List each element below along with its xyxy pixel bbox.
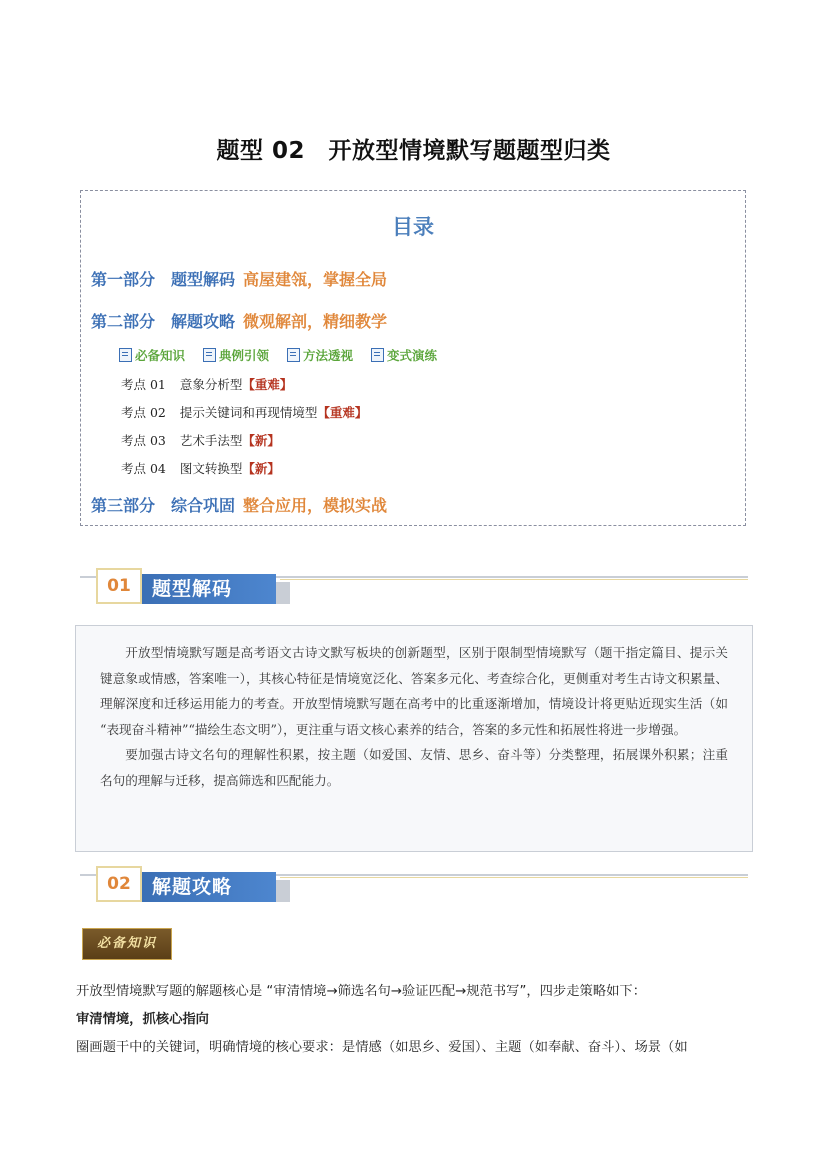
module-bianshi[interactable]: 变式演练: [371, 346, 437, 364]
module-dianli[interactable]: 典例引领: [203, 346, 269, 364]
toc-part-desc: 整合应用，模拟实战: [243, 496, 388, 515]
decode-panel: [75, 625, 753, 852]
section-header-2: [80, 866, 748, 906]
table-of-contents: [80, 190, 746, 526]
divider: [280, 579, 748, 580]
paragraph: 开放型情境默写题是高考语文古诗文默写板块的创新题型，区别于限制型情境默写（题干指定篇目、提示关键意象或情感，答案唯一），其核心特征是情境宽泛化、答案多元化、考查综合化，更侧重对考生古诗文积累量、理解深度和迁移运用能力的考查。开放型情境默写题在高考中的比重逐渐增加，情境设计将更贴近现实生活（如 “表现奋斗精神”“描绘生态文明”），更注重与语文核心素养的结合，答案的多元性和拓展性将进一步增强。: [100, 645, 728, 737]
strategy-intro: 开放型情境默写题的解题核心是 “审清情境→筛选名句→验证匹配→规范书写”，四步走策略如下：: [76, 984, 647, 999]
toc-part-2[interactable]: [91, 309, 387, 332]
step-1-title: 审清情境，抓核心指向: [76, 1012, 209, 1027]
module-list: [119, 346, 451, 364]
toc-kaodian-3[interactable]: 考点 03 艺术手法型【新】: [121, 433, 280, 448]
difficulty-tag: 【重难】: [242, 377, 293, 392]
toc-heading: 目录: [392, 215, 434, 239]
toc-kaodian-1[interactable]: 考点 01 意象分析型【重难】: [121, 377, 293, 392]
note-icon: [287, 348, 300, 362]
toc-part-name: 第二部分 解题攻略: [91, 312, 236, 331]
section-title: 题型解码: [142, 574, 276, 604]
note-icon: [203, 348, 216, 362]
document-title: 题型 02 开放型情境默写题题型归类: [216, 138, 611, 164]
toc-kaodian-4[interactable]: 考点 04 图文转换型【新】: [121, 461, 280, 476]
new-tag: 【新】: [242, 433, 280, 448]
toc-part-name: 第一部分 题型解码: [91, 270, 236, 289]
divider: [280, 877, 748, 878]
paragraph: 要加强古诗文名句的理解性积累，按主题（如爱国、友情、思乡、奋斗等）分类整理，拓展课外积累；注重名句的理解与迁移，提高筛选和匹配能力。: [100, 747, 728, 788]
module-fangfa[interactable]: 方法透视: [287, 346, 353, 364]
toc-kaodian-2[interactable]: 考点 02 提示关键词和再现情境型【重难】: [121, 405, 368, 420]
toc-part-desc: 微观解剖，精细教学: [243, 312, 388, 331]
section-title: 解题攻略: [142, 872, 276, 902]
new-tag: 【新】: [242, 461, 280, 476]
toc-part-1[interactable]: [91, 267, 387, 290]
section-number: 02: [96, 866, 142, 902]
note-icon: [119, 348, 132, 362]
toc-part-3[interactable]: [91, 493, 387, 516]
toc-part-name: 第三部分 综合巩固: [91, 496, 236, 515]
note-icon: [371, 348, 384, 362]
difficulty-tag: 【重难】: [317, 405, 368, 420]
module-bibei[interactable]: 必备知识: [119, 346, 185, 364]
section-header-1: [80, 568, 748, 608]
section-number: 01: [96, 568, 142, 604]
step-1-text: 圈画题干中的关键词，明确情境的核心要求：是情感（如思乡、爱国）、主题（如奉献、奋斗）、场景（如: [76, 1040, 688, 1055]
toc-part-desc: 高屋建瓴，掌握全局: [243, 270, 388, 289]
knowledge-badge: 必备知识: [82, 928, 172, 960]
